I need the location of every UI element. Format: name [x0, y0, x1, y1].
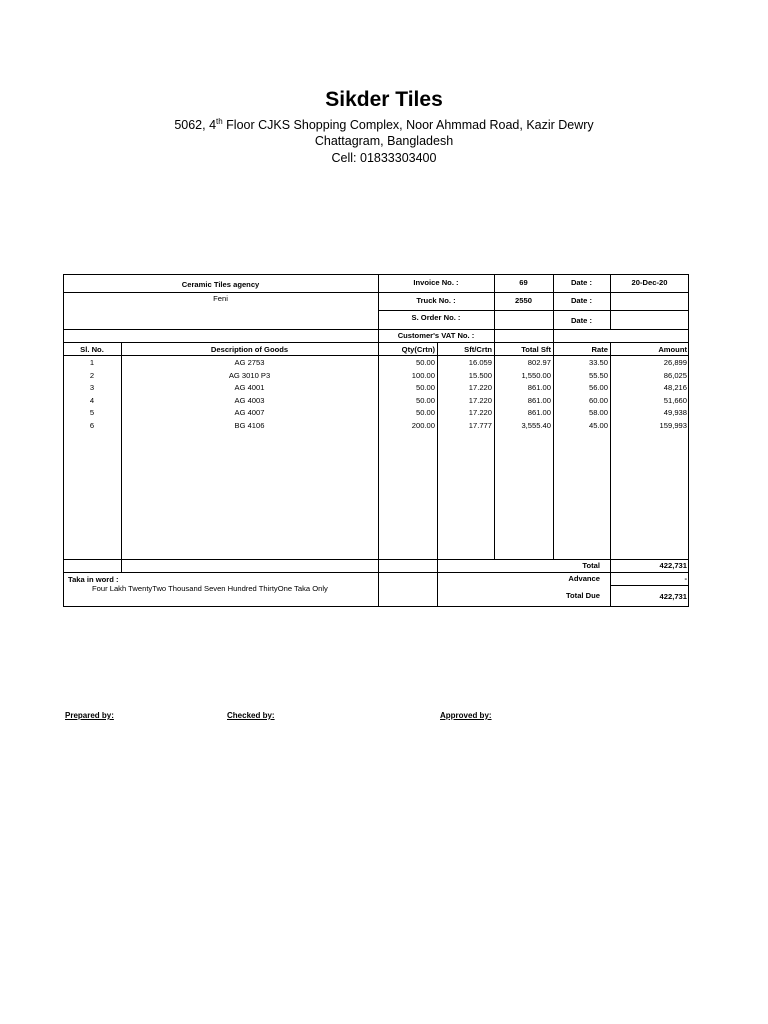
row-amount: 86,025: [663, 371, 687, 380]
advance-label: Advance: [568, 574, 600, 583]
row-rate: 33.50: [588, 358, 608, 367]
row-qty: 50.00: [415, 396, 435, 405]
row-rate: 58.00: [588, 408, 608, 417]
row-sft: 17.220: [468, 383, 492, 392]
row-desc: AG 4003: [234, 396, 265, 405]
invoice-no-label: Invoice No. :: [413, 278, 459, 287]
approved-by-label: Approved by:: [440, 711, 492, 720]
row-sl: 4: [89, 396, 95, 405]
rule-under-truck: [378, 310, 689, 311]
row-rate: 56.00: [588, 383, 608, 392]
total-label: Total: [582, 561, 600, 570]
row-amount: 49,938: [663, 408, 687, 417]
company-city: Chattagram, Bangladesh: [314, 134, 454, 148]
advance-value: -: [684, 574, 687, 583]
rule-under-advance-amount: [610, 585, 689, 586]
customer-name: Ceramic Tiles agency: [181, 280, 260, 289]
invoice-no-value: 69: [519, 278, 528, 287]
row-qty: 100.00: [411, 371, 435, 380]
row-desc: AG 4007: [234, 408, 265, 417]
row-amount: 159,993: [659, 421, 687, 430]
invoice-date-value: 20-Dec-20: [631, 278, 668, 287]
total-due-label: Total Due: [565, 591, 600, 600]
row-sft: 17.777: [468, 421, 492, 430]
row-sft: 15.500: [468, 371, 492, 380]
row-desc: AG 4001: [234, 383, 265, 392]
row-total-sft: 1,550.00: [521, 371, 551, 380]
sorder-date-label: Date :: [570, 316, 593, 325]
company-name: Sikder Tiles: [325, 88, 443, 111]
col-header-desc: Description of Goods: [210, 345, 289, 354]
rule-under-total: [63, 572, 689, 573]
address-superscript: th: [216, 117, 223, 126]
row-qty: 50.00: [415, 358, 435, 367]
rule-col-desc: [378, 342, 379, 607]
customer-vat-label: Customer's VAT No. :: [397, 331, 475, 340]
col-header-total-sft: Total Sft: [521, 345, 551, 354]
company-address: [0, 117, 768, 132]
row-total-sft: 861.00: [527, 383, 551, 392]
address-start: 5062, 4: [174, 118, 217, 133]
in-words-text: Four Lakh TwentyTwo Thousand Seven Hundred ThirtyOne Taka Only: [92, 584, 328, 593]
in-words-label: Taka in word :: [68, 575, 119, 584]
rule-under-column-headers: [63, 355, 689, 356]
row-sft: 17.220: [468, 396, 492, 405]
row-total-sft: 802.97: [527, 358, 551, 367]
row-rate: 45.00: [588, 421, 608, 430]
checked-by-label: Checked by:: [227, 711, 275, 720]
truck-no-value: 2550: [515, 296, 532, 305]
col-header-sft: Sft/Crtn: [464, 345, 492, 354]
total-due-value: 422,731: [659, 592, 687, 601]
row-sl: 1: [89, 358, 95, 367]
col-header-qty: Qty(Crtn): [401, 345, 435, 354]
row-amount: 26,899: [663, 358, 687, 367]
row-desc: AG 3010 P3: [228, 371, 271, 380]
rule-under-vat: [63, 342, 689, 343]
truck-no-label: Truck No. :: [416, 296, 456, 305]
row-qty: 50.00: [415, 408, 435, 417]
row-rate: 60.00: [588, 396, 608, 405]
address-rest: Floor CJKS Shopping Complex, Noor Ahmmad Road, Kazir Dewry: [222, 118, 594, 133]
row-sl: 3: [89, 383, 95, 392]
total-value: 422,731: [659, 561, 687, 570]
row-sft: 16.059: [468, 358, 492, 367]
col-header-rate: Rate: [591, 345, 608, 354]
row-amount: 51,660: [663, 396, 687, 405]
prepared-by-label: Prepared by:: [65, 711, 114, 720]
row-sl: 5: [89, 408, 95, 417]
rule-under-sorder: [63, 329, 689, 330]
row-sl: 2: [89, 371, 95, 380]
row-sft: 17.220: [468, 408, 492, 417]
col-header-amount: Amount: [658, 345, 687, 354]
sorder-no-label: S. Order No. :: [411, 313, 461, 322]
rule-col-qty: [437, 342, 438, 607]
company-cell: Cell: 01833303400: [331, 151, 437, 165]
rule-above-total: [63, 559, 689, 560]
invoice-date-label: Date :: [570, 278, 593, 287]
row-qty: 200.00: [411, 421, 435, 430]
row-rate: 55.50: [588, 371, 608, 380]
row-total-sft: 3,555.40: [521, 421, 551, 430]
row-sl: 6: [89, 421, 95, 430]
col-header-sl: Sl. No.: [80, 345, 104, 354]
rule-under-customer: [63, 292, 689, 293]
row-total-sft: 861.00: [527, 396, 551, 405]
row-desc: AG 2753: [234, 358, 265, 367]
customer-location: Feni: [213, 294, 228, 303]
row-desc: BG 4106: [234, 421, 265, 430]
truck-date-label: Date :: [570, 296, 593, 305]
row-amount: 48,216: [663, 383, 687, 392]
row-qty: 50.00: [415, 383, 435, 392]
row-total-sft: 861.00: [527, 408, 551, 417]
